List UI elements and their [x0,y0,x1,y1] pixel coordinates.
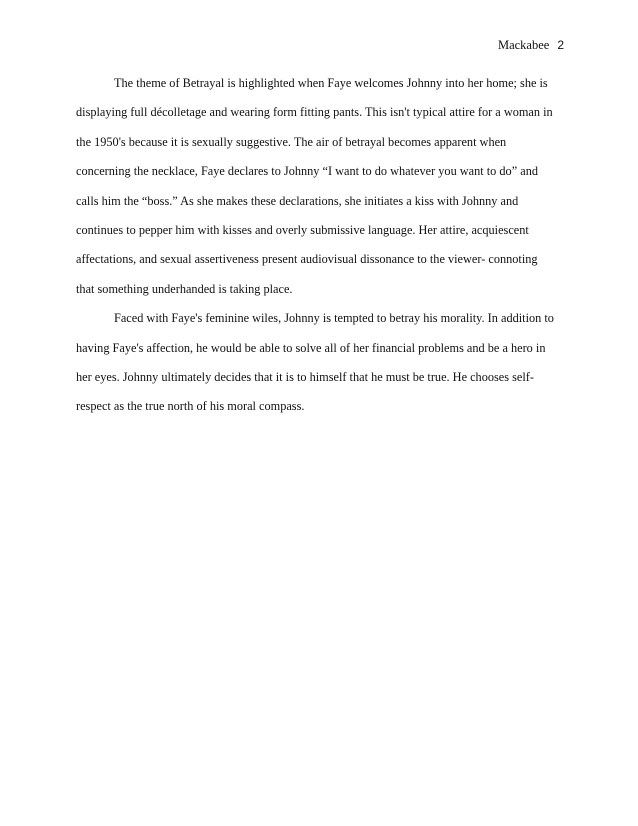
running-header [498,38,564,53]
paragraph [76,304,566,422]
page-number: 2 [557,38,564,52]
text-line: affectations, and sexual assertiveness present audiovisual dissonance to the viewer- connoting [76,252,538,267]
text-line: calls him the “boss.” As she makes these declarations, she initiates a kiss with Johnny and [76,193,519,208]
text-line: continues to pepper him with kisses and overly submissive language. Her attire, acquiescent [76,222,529,237]
author-surname: Mackabee [497,38,550,52]
text-line: the 1950's because it is sexually suggestive. The air of betrayal becomes apparent when [76,134,507,149]
text-line: her eyes. Johnny ultimately decides that it is to himself that he must be true. He chooses self- [76,369,534,384]
text-line: that something underhanded is taking place. [76,281,293,296]
essay-body [76,69,566,422]
text-line: concerning the necklace, Faye declares to Johnny “I want to do whatever you want to do” and [76,164,538,179]
text-line: Faced with Faye's feminine wiles, Johnny is tempted to betray his morality. In addition to [114,311,554,326]
paragraph [76,69,566,304]
text-line: The theme of Betrayal is highlighted when Faye welcomes Johnny into her home; she is [114,76,548,90]
text-line: respect as the true north of his moral compass. [76,399,305,414]
text-line: displaying full décolletage and wearing form fitting pants. This isn't typical attire for a woman in [76,105,553,120]
text-line: having Faye's affection, he would be able to solve all of her financial problems and be a hero in [76,340,546,355]
